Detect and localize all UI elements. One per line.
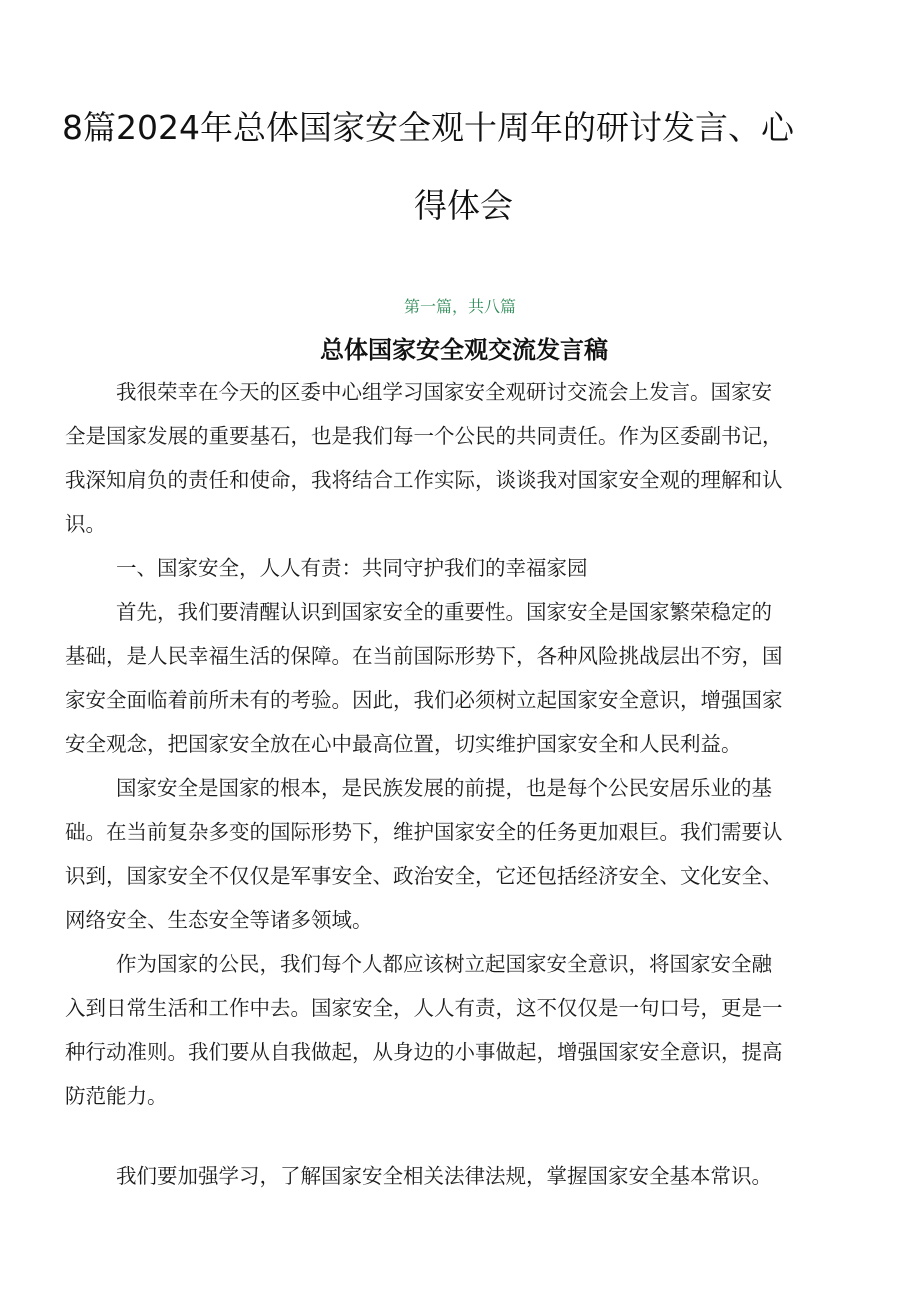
document-title-line-1: 8篇2024年总体国家安全观十周年的研讨发言、心 <box>62 108 794 147</box>
paragraph-1-line-3: 我深知肩负的责任和使命，我将结合工作实际，谈谈我对国家安全观的理解和认 <box>65 468 783 492</box>
paragraph-1-line-2: 全是国家发展的重要基石，也是我们每一个公民的共同责任。作为区委副书记， <box>65 424 783 448</box>
paragraph-4-line-1: 作为国家的公民，我们每个人都应该树立起国家安全意识，将国家安全融 <box>116 952 772 976</box>
paragraph-4-line-3: 种行动准则。我们要从自我做起，从身边的小事做起，增强国家安全意识，提高 <box>65 1040 783 1064</box>
subheading-1: 一、国家安全，人人有责：共同守护我们的幸福家园 <box>116 556 588 580</box>
paragraph-3-line-4: 网络安全、生态安全等诸多领域。 <box>65 908 373 932</box>
paragraph-1-line-1: 我很荣幸在今天的区委中心组学习国家安全观研讨交流会上发言。国家安 <box>116 380 772 404</box>
paragraph-3-line-3: 识到，国家安全不仅仅是军事安全、政治安全，它还包括经济安全、文化安全、 <box>65 864 783 888</box>
paragraph-3-line-1: 国家安全是国家的根本，是民族发展的前提，也是每个公民安居乐业的基 <box>116 776 772 800</box>
paragraph-2-line-2: 基础，是人民幸福生活的保障。在当前国际形势下，各种风险挑战层出不穷，国 <box>65 644 783 668</box>
paragraph-2-line-3: 家安全面临着前所未有的考验。因此，我们必须树立起国家安全意识，增强国家 <box>65 688 783 712</box>
part-label: 第一篇，共八篇 <box>403 297 516 316</box>
paragraph-5-line-1: 我们要加强学习，了解国家安全相关法律法规，掌握国家安全基本常识。 <box>116 1164 772 1188</box>
paragraph-2-line-1: 首先，我们要清醒认识到国家安全的重要性。国家安全是国家繁荣稳定的 <box>116 600 772 624</box>
document-title-line-2: 得体会 <box>414 186 513 225</box>
paragraph-3-line-2: 础。在当前复杂多变的国际形势下，维护国家安全的任务更加艰巨。我们需要认 <box>65 820 783 844</box>
section-heading: 总体国家安全观交流发言稿 <box>320 336 608 364</box>
paragraph-1-line-4: 识。 <box>65 512 106 536</box>
paragraph-4-line-2: 入到日常生活和工作中去。国家安全，人人有责，这不仅仅是一句口号，更是一 <box>65 996 783 1020</box>
paragraph-4-line-4: 防范能力。 <box>65 1084 168 1108</box>
paragraph-2-line-4: 安全观念，把国家安全放在心中最高位置，切实维护国家安全和人民利益。 <box>65 732 742 756</box>
